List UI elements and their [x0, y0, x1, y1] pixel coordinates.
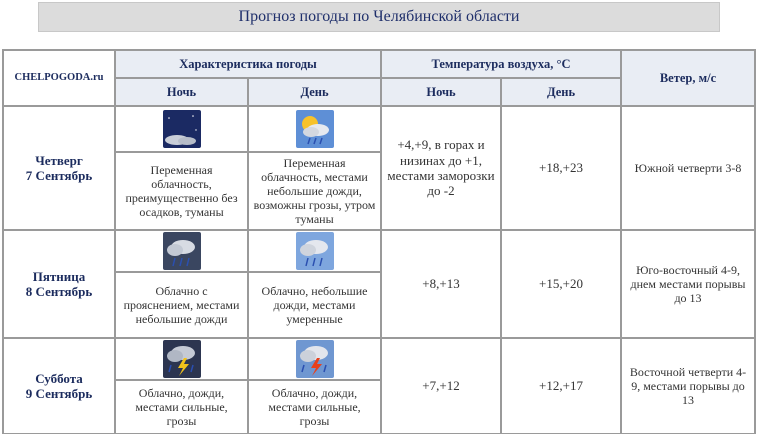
- wind-value: Восточной четверти 4-9, местами порывы до 13: [621, 338, 755, 434]
- day-cell-saturday: [3, 338, 115, 434]
- header-temp-night: Ночь: [381, 78, 501, 106]
- moon-cloud-icon: [163, 110, 201, 148]
- day-date: 9 Сентябрь: [25, 386, 93, 401]
- day-name: Четверг: [35, 152, 83, 168]
- header-night: Ночь: [115, 78, 248, 106]
- temp-day: +15,+20: [501, 230, 621, 338]
- page-title: Прогноз погоды по Челябинской области: [238, 8, 520, 25]
- day-cell-thursday: [3, 106, 115, 230]
- day-description: Переменная облачность, местами небольшие дожди, возможны грозы, утром туманы: [248, 152, 381, 230]
- day-icon-cell: [248, 230, 381, 272]
- header-day: День: [248, 78, 381, 106]
- day-name: Пятница: [32, 268, 86, 284]
- night-icon-cell: [115, 230, 248, 272]
- day-description: Облачно, дожди, местами сильные, грозы: [248, 380, 381, 434]
- day-cell-friday: [3, 230, 115, 338]
- sun-cloud-rain-icon: [296, 110, 334, 148]
- header-wind: Ветер, м/с: [621, 50, 755, 106]
- night-description: Облачно с прояснением, местами небольшие дожди: [115, 272, 248, 338]
- night-icon-cell: [115, 106, 248, 152]
- cloud-rain-icon: [296, 232, 334, 270]
- forecast-table: [2, 49, 756, 434]
- day-description: Облачно, небольшие дожди, местами умеренные: [248, 272, 381, 338]
- cloud-rain-icon: [163, 232, 201, 270]
- header-temperature: Температура воздуха, °С: [381, 50, 621, 78]
- wind-value: Юго-восточный 4-9, днем местами порывы до 13: [621, 230, 755, 338]
- brand-cell: CHELPOGODA.ru: [3, 50, 115, 106]
- storm-icon: [296, 340, 334, 378]
- day-date: 8 Сентябрь: [25, 284, 93, 299]
- temp-day: +12,+17: [501, 338, 621, 434]
- temp-night: +8,+13: [381, 230, 501, 338]
- day-icon-cell: [248, 106, 381, 152]
- night-icon-cell: [115, 338, 248, 380]
- temp-night: +7,+12: [381, 338, 501, 434]
- wind-value: Южной четверти 3-8: [621, 106, 755, 230]
- header-temp-day: День: [501, 78, 621, 106]
- day-name: Суббота: [35, 370, 83, 386]
- night-description: Облачно, дожди, местами сильные, грозы: [115, 380, 248, 434]
- day-icon-cell: [248, 338, 381, 380]
- temp-night: +4,+9, в горах и низинах до +1, местами заморозки до -2: [381, 106, 501, 230]
- day-date: 7 Сентябрь: [25, 168, 93, 183]
- night-description: Переменная облачность, преимущественно без осадков, туманы: [115, 152, 248, 230]
- storm-icon: [163, 340, 201, 378]
- page-title-bar: [38, 2, 720, 32]
- temp-day: +18,+23: [501, 106, 621, 230]
- header-weather: Характеристика погоды: [115, 50, 381, 78]
